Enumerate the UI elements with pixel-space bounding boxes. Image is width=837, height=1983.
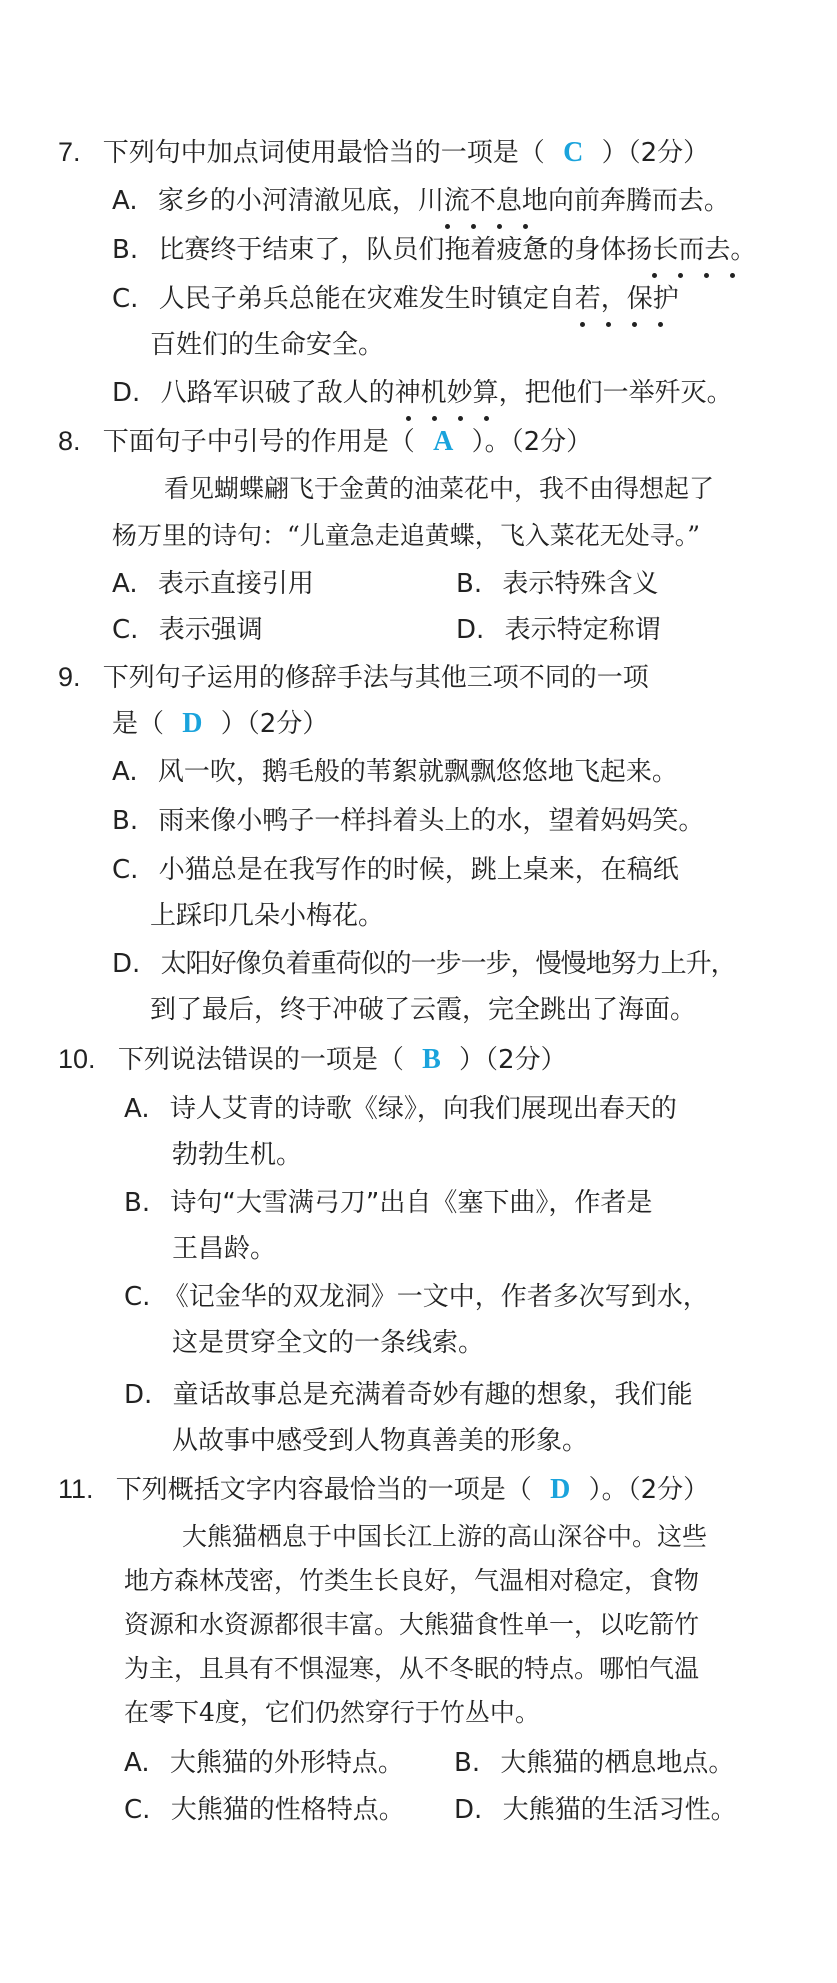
option-text: 诗句“大雪满弓刀”出自《塞下曲》，作者是 [170,1188,653,1218]
passage-line [112,519,700,553]
question-stem: 下列说法错误的一项是（ [117,1045,404,1075]
passage-line [124,1608,699,1642]
question-score: ）（2分） [459,1045,567,1075]
passage-line [124,1696,540,1730]
option-d-continued [172,1424,588,1458]
option-text: 百姓们的生命安全。 [150,330,385,360]
option-b [112,804,704,838]
emphasis-dot [678,273,683,278]
question-10-stem [58,1042,567,1077]
answer: D [182,708,203,739]
answer: D [550,1474,571,1505]
question-stem: 下列句子运用的修辞手法与其他三项不同的一项 [102,663,649,693]
option-b [112,233,756,267]
option-label: A. [112,569,138,599]
option-c [112,613,263,647]
option-text: 勃勃生机。 [172,1140,303,1170]
option-c-continued [150,899,384,933]
option-d [454,1793,737,1827]
question-score: ）。（2分） [471,427,593,457]
question-number: 11. [58,1474,94,1504]
option-text: 表示强调 [158,615,263,645]
passage-line [124,1564,699,1598]
question-score: ）（2分） [220,709,329,739]
option-c-continued [172,1326,484,1360]
option-text: 表示特定称谓 [504,615,661,645]
option-label: B. [112,806,139,836]
emphasis-dot [484,416,489,421]
option-text: 王昌龄。 [172,1234,277,1264]
option-a [112,184,730,218]
question-stem: 是（ [112,709,165,739]
emphasis-dot [658,322,663,327]
option-text: 这是贯穿全文的一条线索。 [172,1328,485,1358]
emphasis-dot [497,224,502,229]
option-d-continued [150,993,696,1027]
option-label: B. [456,569,483,599]
question-7-stem [58,135,709,170]
question-stem: 下面句子中引号的作用是（ [102,427,415,457]
passage-text: 看见蝴蝶翩飞于金黄的油菜花中，我不由得想起了 [164,474,715,503]
option-label: A. [124,1748,150,1778]
option-a [112,755,678,789]
option-text: 大熊猫的栖息地点。 [500,1748,735,1778]
option-label: C. [124,1282,151,1312]
answer: C [563,137,584,168]
option-label: B. [454,1748,481,1778]
option-b [456,567,658,601]
emphasis-dot [606,322,611,327]
option-c [112,282,679,316]
option-c [112,853,679,887]
passage-text: 资源和水资源都很丰富。大熊猫食性单一，以吃箭竹 [124,1610,700,1639]
option-a [124,1746,404,1780]
option-text: 到了最后，终于冲破了云霞，完全跳出了海面。 [150,995,697,1025]
option-d [112,947,736,981]
option-text: 《记金华的双龙洞》一文中，作者多次写到水， [162,1282,709,1312]
emphasis-dot [406,416,411,421]
option-text: 上踩印几朵小梅花。 [150,901,385,931]
question-number: 9. [58,662,81,692]
emphasis-dot [730,273,735,278]
emphasis-dot [652,273,657,278]
option-label: B. [124,1188,151,1218]
option-a-continued [172,1138,302,1172]
passage-text: 杨万里的诗句：“儿童急走追黄蝶，飞入菜花无处寻。” [112,521,701,550]
emphasis-dot [704,273,709,278]
option-label: C. [112,855,139,885]
question-score: ）。（2分） [588,1475,710,1505]
option-b [124,1186,652,1220]
option-c-continued [150,328,384,362]
passage-text: 在零下4度，它们仍然穿行于竹丛中。 [124,1698,540,1727]
passage-line [164,472,714,506]
emphasis-dot [445,224,450,229]
question-11-stem [58,1472,709,1507]
question-9-stem [58,660,649,695]
option-label: A. [124,1094,150,1124]
option-c [124,1793,405,1827]
option-label: D. [124,1380,153,1410]
option-b-continued [172,1232,276,1266]
option-label: C. [112,284,139,314]
option-label: C. [124,1795,151,1825]
option-text: 大熊猫的外形特点。 [169,1748,404,1778]
option-text: 风一吹，鹅毛般的苇絮就飘飘悠悠地飞起来。 [157,757,678,787]
option-text: 童话故事总是充满着奇妙有趣的想象，我们能 [172,1380,693,1410]
emphasis-dot [458,416,463,421]
option-label: C. [112,615,139,645]
passage-line [182,1520,707,1554]
passage-text: 为主，且具有不惧湿寒，从不冬眠的特点。哪怕气温 [124,1654,700,1683]
option-text: 人民子弟兵总能在灾难发生时镇定自若，保护 [158,284,679,314]
option-text: 大熊猫的生活习性。 [502,1795,737,1825]
option-label: B. [112,235,139,265]
option-label: D. [112,949,141,979]
option-d [456,613,661,647]
option-text: 太阳好像负着重荷似的一步一步，慢慢地努力上升， [160,949,736,979]
option-text: 八路军识破了敌人的神机妙算，把他们一举歼灭。 [160,378,733,408]
option-text: 诗人艾青的诗歌《绿》，向我们展现出春天的 [169,1094,677,1124]
emphasis-dot [471,224,476,229]
passage-text: 地方森林茂密，竹类生长良好，气温相对稳定，食物 [124,1566,700,1595]
option-text: 大熊猫的性格特点。 [170,1795,405,1825]
option-text: 雨来像小鸭子一样抖着头上的水，望着妈妈笑。 [158,806,705,836]
question-number: 7. [58,137,81,167]
passage-text: 大熊猫栖息于中国长江上游的高山深谷中。这些 [182,1522,708,1551]
question-number: 8. [58,426,81,456]
option-text: 从故事中感受到人物真善美的形象。 [172,1426,589,1456]
option-a [124,1092,677,1126]
option-label: D. [112,378,141,408]
option-d [112,376,733,410]
answer: B [422,1044,441,1075]
option-b [454,1746,734,1780]
option-text: 家乡的小河清澈见底，川流不息地向前奔腾而去。 [157,186,730,216]
option-label: D. [456,615,485,645]
option-text: 比赛终于结束了，队员们拖着疲惫的身体扬长而去。 [158,235,757,265]
answer: A [433,426,454,457]
option-d [124,1378,693,1412]
option-text: 表示直接引用 [157,569,314,599]
question-9-stem-continued [112,707,328,741]
question-stem: 下列句中加点词使用最恰当的一项是（ [102,138,545,168]
question-stem: 下列概括文字内容最恰当的一项是（ [115,1475,532,1505]
passage-line [124,1652,699,1686]
emphasis-dot [632,322,637,327]
question-number: 10. [58,1044,96,1074]
emphasis-dot [523,224,528,229]
option-a [112,567,314,601]
option-text: 表示特殊含义 [502,569,659,599]
question-score: ）（2分） [601,138,710,168]
option-label: D. [454,1795,483,1825]
option-text: 小猫总是在我写作的时候，跳上桌来，在稿纸 [158,855,679,885]
emphasis-dot [432,416,437,421]
emphasis-dot [580,322,585,327]
option-c [124,1280,709,1314]
option-label: A. [112,186,138,216]
question-8-stem [58,424,592,459]
option-label: A. [112,757,138,787]
